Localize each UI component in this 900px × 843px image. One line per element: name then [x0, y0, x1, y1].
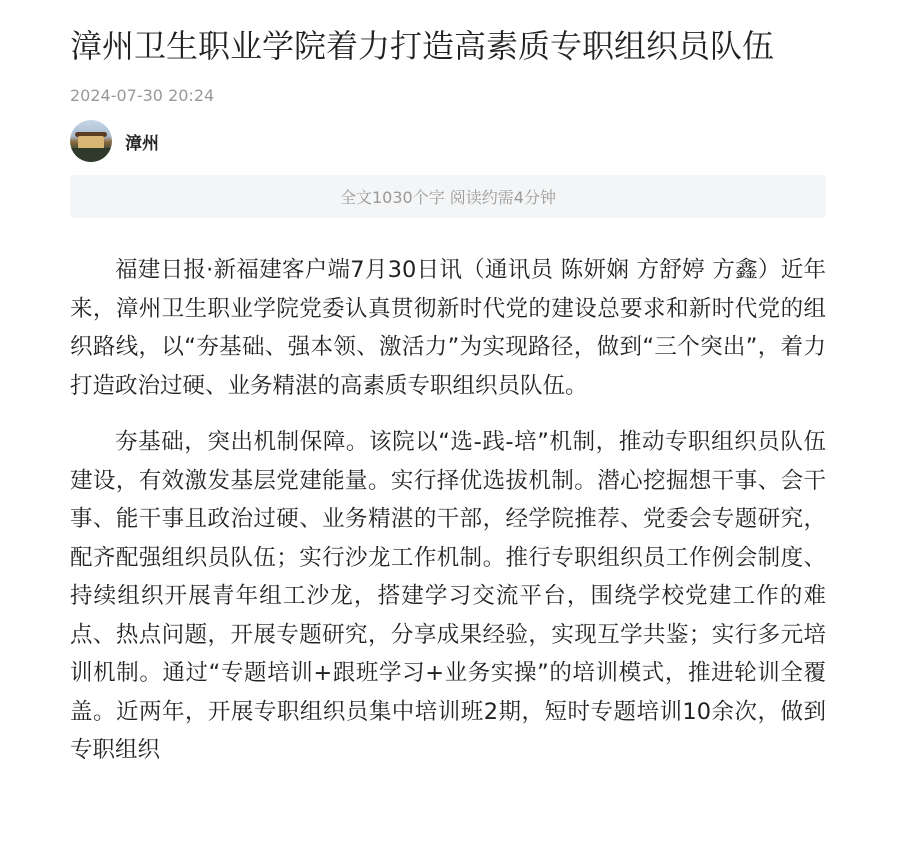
author-row[interactable]	[70, 119, 826, 163]
article	[70, 0, 826, 788]
article-body	[70, 251, 826, 770]
publish-date: 2024-07-30 20:24	[70, 86, 215, 105]
avatar-building-shape	[78, 136, 104, 148]
body-paragraph: 夯基础，突出机制保障。该院以“选-践-培”机制，推动专职组织员队伍建设，有效激发基层党建能量。实行择优选拔机制。潜心挖掘想干事、会干事、能干事且政治过硬、业务精湛的干部，经学院推荐、党委会专题研究，配齐配强组织员队伍；实行沙龙工作机制。推行专职组织员工作例会制度、持续组织开展青年组工沙龙，搭建学习交流平台，围绕学校党建工作的难点、热点问题，开展专题研究，分享成果经验，实现互学共鉴；实行多元培训机制。通过“专题培训+跟班学习+业务实操”的培训模式，推进轮训全覆盖。近两年，开展专职组织员集中培训班2期，短时专题培训10余次，做到专职组织	[70, 429, 826, 763]
reading-summary-bar	[70, 175, 826, 218]
author-name[interactable]: 漳州	[125, 133, 159, 154]
body-paragraph: 福建日报·新福建客户端7月30日讯（通讯员 陈妍娴 方舒婷 方鑫）近年来，漳州卫生职业学院党委认真贯彻新时代党的建设总要求和新时代党的组织路线，以“夯基础、强本领、激活力”为实现路径，做到“三个突出”，着力打造政治过硬、业务精湛的高素质专职组织员队伍。	[70, 257, 826, 399]
reading-summary-text: 全文1030个字 阅读约需4分钟	[340, 188, 556, 207]
page-title: 漳州卫生职业学院着力打造高素质专职组织员队伍	[70, 27, 775, 65]
avatar-ground-shape	[70, 148, 112, 162]
avatar[interactable]	[70, 120, 112, 162]
